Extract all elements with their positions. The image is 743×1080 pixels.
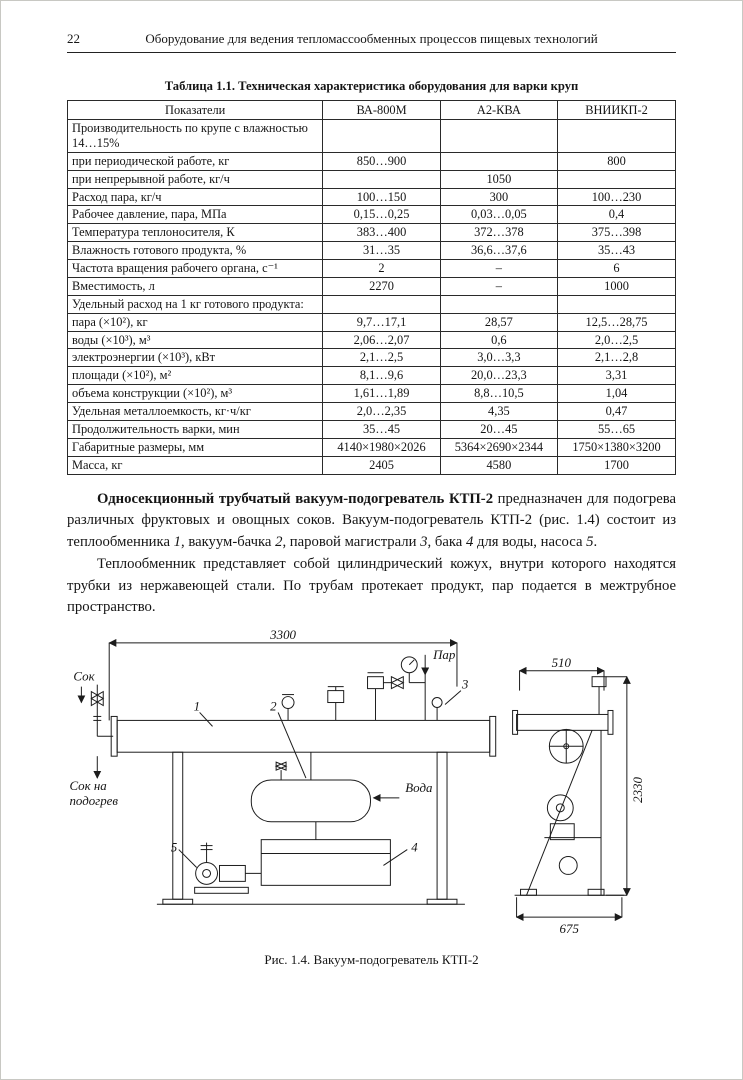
dimension-3300 — [109, 643, 457, 721]
italic-ref: 2 — [275, 534, 283, 550]
table-row — [68, 420, 676, 438]
row-value: 850…900 — [323, 152, 440, 170]
row-value: 9,7…17,1 — [323, 313, 440, 331]
vacuum-tank — [251, 752, 370, 839]
row-label: Температура теплоносителя, К — [68, 224, 323, 242]
text: , вакуум-бачка — [181, 534, 276, 550]
row-value — [440, 295, 557, 313]
row-value: 55…65 — [558, 420, 676, 438]
row-value: 375…398 — [558, 224, 676, 242]
dimension-675 — [517, 897, 622, 917]
row-value — [558, 295, 676, 313]
row-value: 1,61…1,89 — [323, 385, 440, 403]
row-label: пара (×10²), кг — [68, 313, 323, 331]
row-value: 6 — [558, 260, 676, 278]
steam-pipe — [401, 655, 442, 721]
row-label: электроэнергии (×10³), кВт — [68, 349, 323, 367]
col-header-vniikp2: ВНИИКП-2 — [558, 101, 676, 120]
italic-ref: 4 — [465, 534, 474, 550]
row-label: Вместимость, л — [68, 277, 323, 295]
row-value: 800 — [558, 152, 676, 170]
table-title: Таблица 1.1. Техническая характеристика оборудования для варки круп — [164, 79, 579, 93]
row-value: 0,6 — [440, 331, 557, 349]
page-content — [1, 1, 742, 968]
juice-out-label-1: Сок на — [69, 777, 107, 793]
row-value: 8,1…9,6 — [323, 367, 440, 385]
row-label: объема конструкции (×10²), м³ — [68, 385, 323, 403]
text: для воды, насоса — [473, 534, 587, 550]
row-label: Габаритные размеры, мм — [68, 438, 323, 456]
figure-drawing — [67, 629, 679, 939]
side-frame — [513, 677, 624, 896]
row-value: 35…45 — [323, 420, 440, 438]
row-label: площади (×10²), м² — [68, 367, 323, 385]
table-row — [68, 152, 676, 170]
table-row — [68, 170, 676, 188]
table-row — [68, 120, 676, 153]
figure-1-4 — [67, 629, 676, 968]
text: , паровой магистрали — [282, 534, 421, 550]
row-label: Расход пара, кг/ч — [68, 188, 323, 206]
row-value: 2 — [323, 260, 440, 278]
row-value: 2,0…2,35 — [323, 403, 440, 421]
side-pump — [547, 795, 577, 874]
row-label: Продолжительность варки, мин — [68, 420, 323, 438]
col-header-va800m: ВА-800М — [323, 101, 440, 120]
row-value: 5364×2690×2344 — [440, 438, 557, 456]
figure-caption: Рис. 1.4. Вакуум-подогреватель КТП-2 — [264, 952, 479, 967]
dim-510-label: 510 — [551, 654, 571, 670]
main-view — [81, 643, 495, 904]
juice-inlet-pipe — [81, 685, 113, 737]
row-value: – — [440, 260, 557, 278]
table-row — [68, 224, 676, 242]
spec-table — [67, 100, 676, 475]
table-row — [68, 331, 676, 349]
row-label: Удельный расход на 1 кг готового продукта: — [68, 295, 323, 313]
steam-label: Пар — [433, 646, 456, 662]
row-value: 1750×1380×3200 — [558, 438, 676, 456]
table-row — [68, 277, 676, 295]
table-row — [68, 438, 676, 456]
item-number-4: 4 — [411, 839, 418, 855]
row-label: Влажность готового продукта, % — [68, 242, 323, 260]
figure-labels — [69, 629, 644, 936]
row-value: 8,8…10,5 — [440, 385, 557, 403]
row-value: 0,15…0,25 — [323, 206, 440, 224]
row-label: Производительность по крупе с влажностью 14…15% — [68, 120, 323, 153]
table-row — [68, 260, 676, 278]
row-value: 20,0…23,3 — [440, 367, 557, 385]
text: , бака — [427, 534, 466, 550]
row-value: 1,04 — [558, 385, 676, 403]
row-value: 35…43 — [558, 242, 676, 260]
row-value: 4580 — [440, 456, 557, 474]
row-value: 1700 — [558, 456, 676, 474]
row-label: Удельная металлоемкость, кг·ч/кг — [68, 403, 323, 421]
row-value: 4,35 — [440, 403, 557, 421]
row-label: при непрерывной работе, кг/ч — [68, 170, 323, 188]
row-value: 372…378 — [440, 224, 557, 242]
row-value: – — [440, 277, 557, 295]
row-label: при периодической работе, кг — [68, 152, 323, 170]
italic-ref: 3 — [420, 534, 428, 550]
row-value: 0,03…0,05 — [440, 206, 557, 224]
table-header-row — [68, 101, 676, 120]
table-row — [68, 188, 676, 206]
row-label: воды (×10³), м³ — [68, 331, 323, 349]
row-value — [440, 120, 557, 153]
row-value — [323, 295, 440, 313]
row-value: 300 — [440, 188, 557, 206]
item-number-5: 5 — [170, 839, 178, 855]
page-header — [67, 31, 676, 53]
row-value: 2,1…2,8 — [558, 349, 676, 367]
table-row — [68, 313, 676, 331]
row-value: 1050 — [440, 170, 557, 188]
running-header-title: Оборудование для ведения тепломассообменных процессов пищевых технологий — [145, 31, 598, 46]
dim-3300-label: 3300 — [270, 629, 296, 642]
page-number: 22 — [67, 31, 80, 46]
row-value — [323, 170, 440, 188]
row-value: 0,47 — [558, 403, 676, 421]
row-label: Частота вращения рабочего органа, с⁻¹ — [68, 260, 323, 278]
row-label: Рабочее давление, пара, МПа — [68, 206, 323, 224]
body-text — [67, 489, 676, 620]
row-value: 3,0…3,3 — [440, 349, 557, 367]
row-value: 3,31 — [558, 367, 676, 385]
row-value: 36,6…37,6 — [440, 242, 557, 260]
juice-out-label-2: подогрев — [69, 792, 119, 808]
row-value: 12,5…28,75 — [558, 313, 676, 331]
col-header-indicators: Показатели — [68, 101, 323, 120]
row-value — [440, 152, 557, 170]
table-row — [68, 367, 676, 385]
water-label: Вода — [405, 779, 433, 795]
text: . — [593, 534, 598, 550]
table-row — [68, 349, 676, 367]
col-header-a2kva: А2-КВА — [440, 101, 557, 120]
heat-exchanger — [111, 716, 496, 756]
dimension-510 — [520, 671, 604, 691]
row-value — [323, 120, 440, 153]
paragraph-1 — [67, 489, 676, 554]
row-value: 28,57 — [440, 313, 557, 331]
dim-675-label: 675 — [559, 921, 579, 937]
item-number-1: 1 — [193, 698, 201, 714]
italic-ref: 5 — [586, 534, 594, 550]
row-value: 100…230 — [558, 188, 676, 206]
row-value: 20…45 — [440, 420, 557, 438]
table-row — [68, 403, 676, 421]
row-value: 1000 — [558, 277, 676, 295]
row-value — [558, 120, 676, 153]
row-value: 2,06…2,07 — [323, 331, 440, 349]
pump — [195, 843, 262, 894]
row-value: 2,1…2,5 — [323, 349, 440, 367]
dimension-2330 — [606, 677, 627, 896]
water-tank — [261, 840, 390, 886]
table-row — [68, 385, 676, 403]
row-value: 383…400 — [323, 224, 440, 242]
row-value: 2,0…2,5 — [558, 331, 676, 349]
paragraph-2 — [67, 554, 676, 619]
juice-label: Сок — [73, 668, 95, 684]
dim-2330-label: 2330 — [629, 777, 645, 803]
row-value: 0,4 — [558, 206, 676, 224]
row-value: 100…150 — [323, 188, 440, 206]
table-row — [68, 206, 676, 224]
row-value: 2270 — [323, 277, 440, 295]
row-value — [558, 170, 676, 188]
table-row — [68, 295, 676, 313]
italic-ref: 1 — [173, 534, 181, 550]
row-value: 2405 — [323, 456, 440, 474]
row-value: 31…35 — [323, 242, 440, 260]
valves-and-fittings — [282, 673, 403, 721]
row-value: 4140×1980×2026 — [323, 438, 440, 456]
item-number-2: 2 — [270, 698, 277, 714]
row-label: Масса, кг — [68, 456, 323, 474]
bold-text: Односекционный трубчатый вакуум-подогреватель КТП-2 — [97, 490, 494, 507]
table-row — [68, 242, 676, 260]
text: Теплообменник представляет собой цилиндрический кожух, внутри которого находятся трубки из нержавеющей стали. По трубам протекает продукт, пар подается в межтрубное пространство. — [67, 555, 676, 616]
table-row — [68, 456, 676, 474]
item-number-3: 3 — [461, 676, 469, 692]
side-view — [513, 671, 627, 917]
side-flywheel — [549, 729, 583, 763]
text: предназначен для подогрева различных фруктовых и овощных соков. Вакуум-подогреватель КТП-2 (рис. 1.4) состоит из теплообменника — [67, 490, 676, 550]
